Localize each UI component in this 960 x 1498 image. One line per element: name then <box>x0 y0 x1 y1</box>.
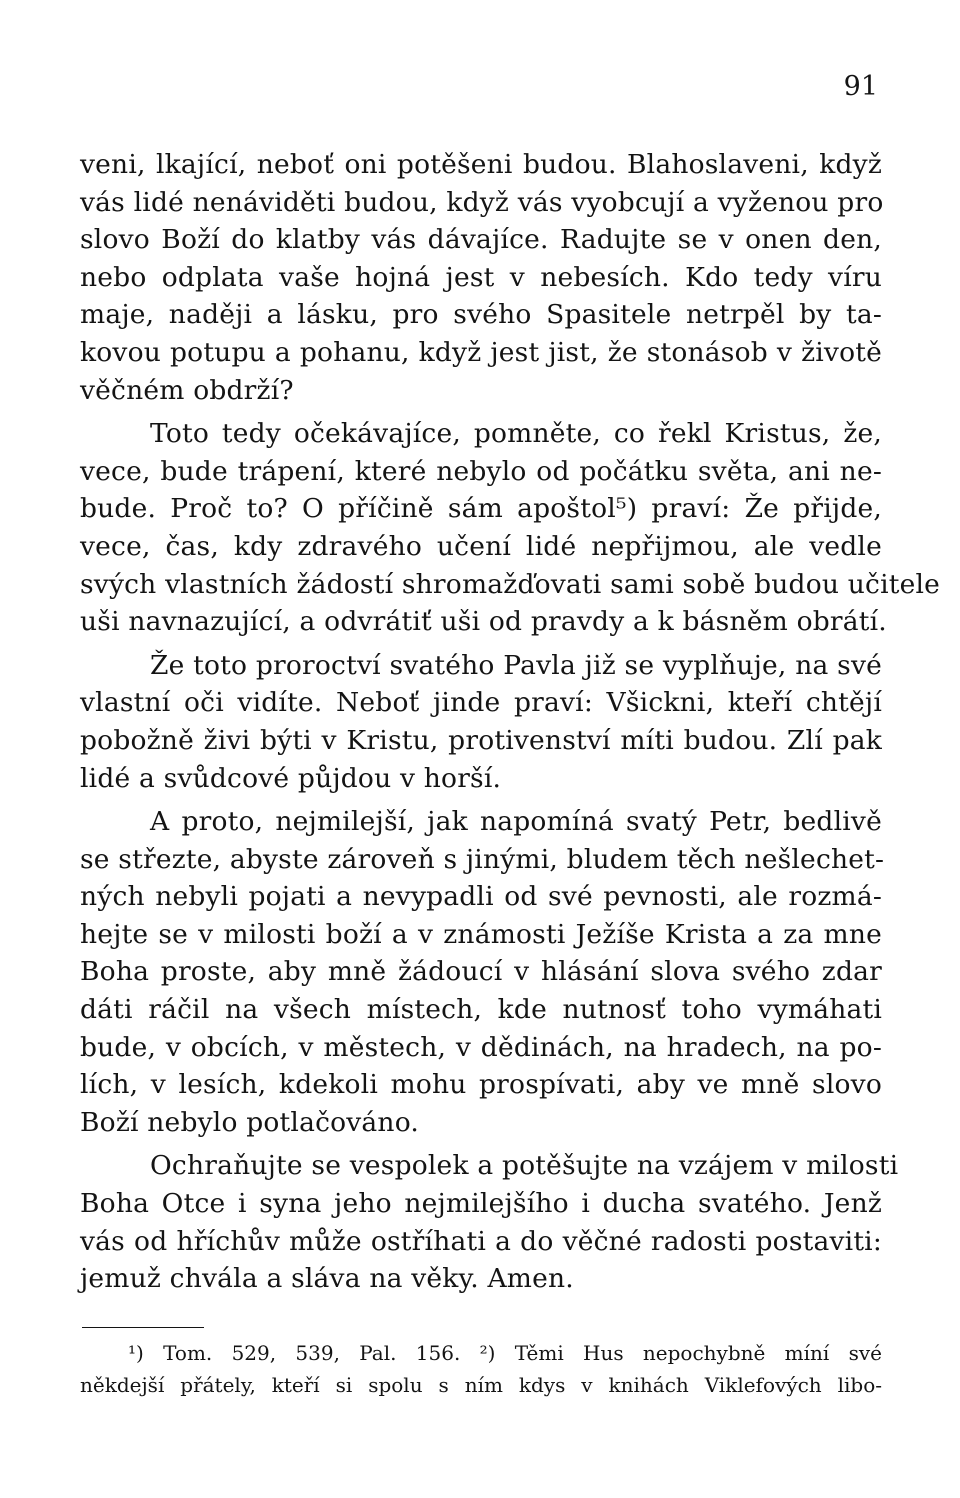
text-line: Že toto proroctví svatého Pavla již se vyplňuje, na své <box>150 649 882 681</box>
text-line: lích, v lesích, kdekoli mohu prospívati, aby ve mně slovo <box>80 1069 882 1101</box>
text-line: Boha Otce i syna jeho nejmilejšího i ducha svatého. Jenž <box>80 1188 882 1220</box>
text-line: pobožně živi býti v Kristu, protivenství míti budou. Zlí pak <box>80 724 882 756</box>
text-line: vece, čas, kdy zdravého učení lidé nepřijmou, ale vedle <box>80 530 882 562</box>
text-line: Boha proste, aby mně žádoucí v hlásání slova svého zdar <box>80 956 882 988</box>
text-line: bude, v obcích, v městech, v dědinách, na hradech, na po- <box>80 1031 882 1063</box>
text-line: vece, bude trápení, které nebylo od počátku světa, ani ne- <box>80 455 882 487</box>
text-line: Toto tedy očekávajíce, pomněte, co řekl Kristus, že, <box>150 418 882 450</box>
footnote-divider <box>82 1327 204 1328</box>
text-line: hejte se v milosti boží a v známosti Ježíše Krista a za mne <box>80 918 882 950</box>
text-line: věčném obdrží? <box>80 374 294 406</box>
text-line: veni, lkající, neboť oni potěšeni budou. Blahoslaveni, když <box>80 149 882 180</box>
text-line: nebo odplata vaše hojná jest v nebesích. Kdo tedy víru <box>80 261 882 293</box>
text-line: lidé a svůdcové půjdou v horší. <box>80 762 502 794</box>
text-line: vlastní oči vidíte. Neboť jinde praví: Všickni, kteří chtějí <box>80 687 882 719</box>
text-line: slovo Boží do klatby vás dávajíce. Radujte se v onen den, <box>80 224 882 256</box>
text-line: vás od hříchův může ostříhati a do věčné radosti postaviti: <box>80 1225 882 1257</box>
page-number: 91 <box>843 71 878 102</box>
text-line: se střezte, abyste zároveň s jinými, bludem těch nešlechet- <box>80 843 885 875</box>
text-line: ných nebyli pojati a nevypadli od své pevnosti, ale rozmá- <box>80 881 882 913</box>
text-line: vás lidé nenáviděti budou, když vás vyobcují a vyženou pro <box>80 186 884 218</box>
text-line: Ochraňujte se vespolek a potěšujte na vzájem v milosti <box>150 1150 899 1182</box>
footnotes <box>80 1337 882 1401</box>
text-line: bude. Proč to? O příčině sám apoštol⁵) praví: Že přijde, <box>80 493 882 525</box>
text-line: dáti ráčil na všech místech, kde nutnosť toho vymáhati <box>80 994 882 1026</box>
text-line: uši navnazující, a odvrátiť uši od pravdy a k básněm obrátí. <box>80 606 887 638</box>
text-line: svých vlastních žádostí shromažďovati sami sobě budou učitele <box>80 568 941 600</box>
text-line: maje, naději a lásku, pro svého Spasitele netrpěl by ta- <box>80 299 882 331</box>
text-line: Boží nebylo potlačováno. <box>80 1106 420 1138</box>
text-line: jemuž chvála a sláva na věky. Amen. <box>80 1263 574 1295</box>
footnote-line: někdejší přátely, kteří si spolu s ním kdys v knihách Viklefových libo- <box>80 1373 882 1397</box>
footnote-line: ¹) Tom. 529, 539, Pal. 156. ²) Těmi Hus nepochybně míní své <box>128 1341 882 1365</box>
main-text <box>80 146 941 1298</box>
text-line: A proto, nejmilejší, jak napomíná svatý Petr, bedlivě <box>150 806 882 838</box>
text-line: kovou potupu a pohanu, když jest jist, že stonásob v životě <box>80 336 882 368</box>
